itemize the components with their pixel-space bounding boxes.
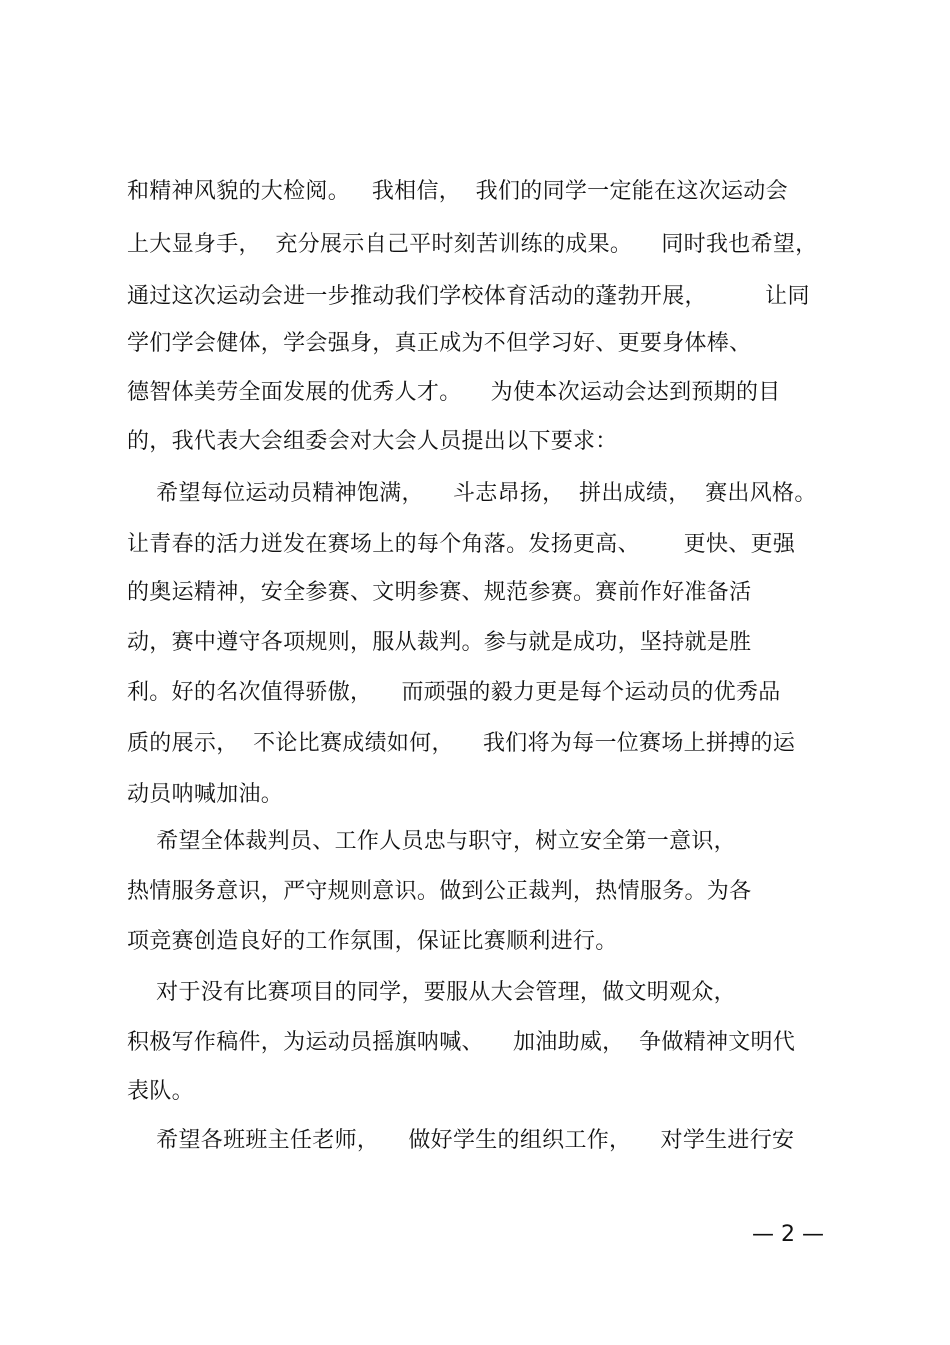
text-line: 积极写作稿件，为运动员摇旗呐喊、 加油助威， 争做精神文明代 [127,1030,796,1055]
text-line: 表队。 [127,1079,194,1104]
text-line: 和精神风貌的大检阅。 我相信， 我们的同学一定能在这次运动会 [127,179,788,204]
text-line: 德智体美劳全面发展的优秀人才。 为使本次运动会达到预期的目 [127,380,781,405]
text-line: 热情服务意识，严守规则意识。做到公正裁判，热情服务。为各 [127,879,752,904]
text-line: 的奥运精神，安全参赛、文明参赛、规范参赛。赛前作好准备活 [127,580,752,605]
text-line: 希望各班班主任老师， 做好学生的组织工作， 对学生进行安 [127,1128,795,1153]
text-line: 学们学会健体，学会强身，真正成为不但学习好、更要身体棒、 [127,331,752,356]
text-line: 让青春的活力迸发在赛场上的每个角落。发扬更高、 更快、更强 [127,532,796,557]
text-line: 质的展示， 不论比赛成绩如何， 我们将为每一位赛场上拼搏的运 [127,731,796,756]
text-line: 通过这次运动会进一步推动我们学校体育活动的蓬勃开展， 让同 [127,284,810,309]
text-line: 动，赛中遵守各项规则，服从裁判。参与就是成功，坚持就是胜 [127,630,752,655]
page-number: — 2 — [752,1222,824,1247]
text-line: 的，我代表大会组委会对大会人员提出以下要求： [127,429,618,454]
text-line: 希望每位运动员精神饱满， 斗志昂扬， 拼出成绩， 赛出风格。 [127,481,817,506]
text-line: 动员呐喊加油。 [127,782,284,807]
text-line: 对于没有比赛项目的同学，要服从大会管理，做文明观众， [127,980,736,1005]
text-line: 希望全体裁判员、工作人员忠与职守，树立安全第一意识， [127,829,736,854]
text-line: 项竞赛创造良好的工作氛围，保证比赛顺利进行。 [127,929,618,954]
text-line: 上大显身手， 充分展示自己平时刻苦训练的成果。 同时我也希望， [127,232,818,257]
text-line: 利。好的名次值得骄傲， 而顽强的毅力更是每个运动员的优秀品 [127,680,781,705]
